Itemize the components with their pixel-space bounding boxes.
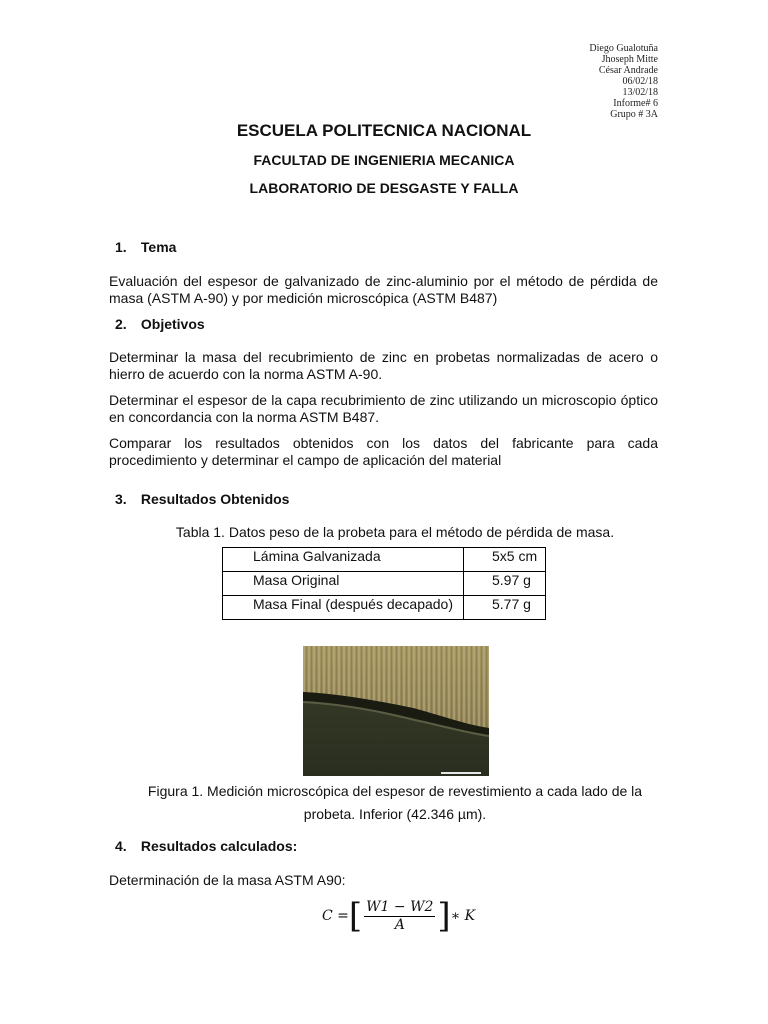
faculty-title: FACULTAD DE INGENIERIA MECANICA (253, 152, 515, 168)
report-number: Informe# 6 (613, 98, 658, 109)
calc-intro: Determinación de la masa ASTM A90: (109, 872, 346, 888)
data-table (222, 547, 546, 620)
formula-denominator: A (394, 917, 405, 933)
author-meta (589, 43, 658, 120)
table-cell: 5x5 cm (464, 548, 546, 572)
table-row (223, 596, 546, 620)
objetivo-paragraph: Determinar la masa del recubrimiento de zinc en probetas normalizadas de acero o hierro de acuerdo con la norma ASTM A-90. (109, 349, 658, 382)
formula-fraction (364, 898, 435, 933)
table-cell: Masa Final (después decapado) (223, 596, 464, 620)
author-line: Diego Gualotuña (589, 43, 658, 54)
formula-rhs: ∗ K (450, 907, 476, 924)
group-number: Grupo # 3A (610, 109, 658, 120)
section-heading-calculados (115, 838, 297, 854)
tema-paragraph: Evaluación del espesor de galvanizado de zinc-aluminio por el método de pérdida de masa (ASTM A-90) y por medición microscópica (ASTM B487) (109, 273, 658, 306)
section-label: Tema (140, 239, 177, 255)
formula-numerator: W1 − W2 (366, 899, 434, 915)
table-cell: Lámina Galvanizada (223, 548, 464, 572)
section-label: Resultados Obtenidos (140, 491, 290, 507)
table-row (223, 548, 546, 572)
lab-title: LABORATORIO DE DESGASTE Y FALLA (249, 180, 519, 196)
date-line: 13/02/18 (622, 87, 658, 98)
formula-lhs: C = (322, 907, 349, 924)
micrograph-image (303, 646, 489, 776)
date-line: 06/02/18 (622, 76, 658, 87)
table-caption: Tabla 1. Datos peso de la probeta para el método de pérdida de masa. (175, 524, 615, 540)
objetivo-paragraph: Determinar el espesor de la capa recubrimiento de zinc utilizando un microscopio óptico en concordancia con la norma ASTM B487. (109, 392, 658, 425)
section-heading-tema (115, 239, 176, 255)
section-heading-objetivos (115, 316, 205, 332)
section-number: 1. (115, 239, 127, 255)
table-cell: 5.97 g (464, 572, 546, 596)
table-row (223, 572, 546, 596)
table-cell: 5.77 g (464, 596, 546, 620)
section-label: Resultados calculados: (140, 838, 298, 854)
section-label: Objetivos (140, 316, 205, 332)
formula-bracket: [ (348, 895, 363, 936)
formula-bracket: ] (437, 895, 451, 936)
objetivo-paragraph: Comparar los resultados obtenidos con los datos del fabricante para cada procedimiento y determinar el campo de aplicación del material (109, 435, 658, 468)
table-cell: Masa Original (223, 572, 464, 596)
section-number: 2. (115, 316, 127, 332)
mass-formula (322, 895, 476, 936)
figure-caption: Figura 1. Medición microscópica del espesor de revestimiento a cada lado de la probeta. Inferior (42.346 µm). (147, 783, 643, 822)
author-line: César Andrade (598, 65, 658, 76)
section-number: 4. (115, 838, 127, 854)
school-title: ESCUELA POLITECNICA NACIONAL (236, 121, 532, 140)
section-heading-resultados (115, 491, 289, 507)
section-number: 3. (115, 491, 127, 507)
author-line: Jhoseph Mitte (601, 54, 658, 65)
